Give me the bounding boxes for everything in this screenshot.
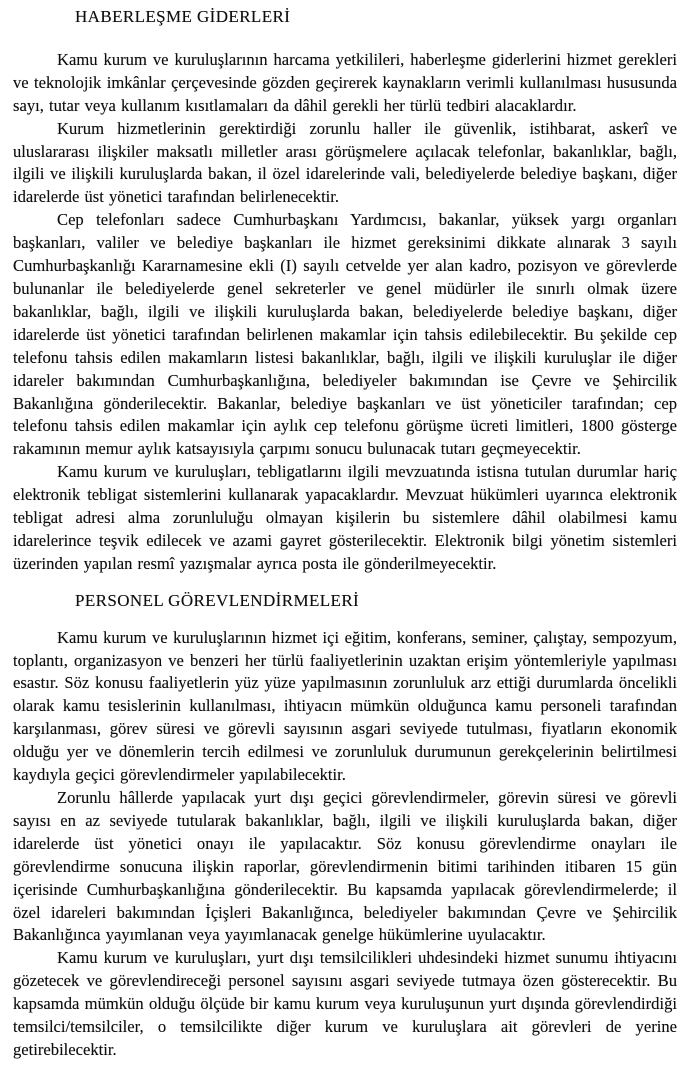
paragraph-haberlesme-4: Kamu kurum ve kuruluşları, tebligatlarını ilgili mevzuatında istisna tutulan durumlar hariç elektronik tebligat sistemlerini kullanarak yapacaklardır. Mevzuat hükümleri uyarınca elektronik tebligat adresi alma zorunluluğu olmayan kişilerin bu sistemlere dâhil olabilmesi kamu idarelerince teşvik edilecek ve azami gayret gösterilecektir. Elektronik bilgi yönetim sistemleri üzerinden yapılan resmî yazışmalar ayrıca posta ile gönderilmeyecektir.	[13, 462, 677, 573]
paragraph-personel-2: Zorunlu hâllerde yapılacak yurt dışı geçici görevlendirmeler, görevin süresi ve görevli sayısı en az seviyede tutularak bakanlıklar, bağlı, ilgili ve ilişkili kuruluşlarda bakan, diğer idarelerde üst yönetici onayı ile yapılacaktır. Söz konusu görevlendirme onayları ile görevlendirme sonucuna ilişkin raporlar, görevlendirmenin bitimi tarihinden itibaren 15 gün içerisinde Cumhurbaşkanlığına gönderilecektir. Bu kapsamda yapılacak görevlendirmelerde; il özel idareleri bakımından İçişleri Bakanlığınca, belediyeler bakımından Çevre ve Şehircilik Bakanlığınca yayımlanan veya yayımlanacak genelge hükümlerine uyulacaktır.	[13, 788, 677, 945]
paragraph-personel-1: Kamu kurum ve kuruluşlarının hizmet içi eğitim, konferans, seminer, çalıştay, sempozyum, toplantı, organizasyon ve benzeri her türlü faaliyetlerinin uzaktan erişim yöntemleriyle yapılması esastır. Söz konusu faaliyetlerin yüz yüze yapılmasının zorunluluk arz ettiği durumlarda öncelikli olarak kamu tesislerinin kullanılması, ihtiyacın mümkün olduğunca kamu personeli tarafından karşılanması, görev süresi ve görevli sayısının asgari seviyede tutulması, fiyatların ekonomik olduğu yer ve dönemlerin tercih edilmesi ve zorunluluk durumunun gerekçelerinin belirtilmesi kaydıyla geçici görevlendirmeler yapılabilecektir.	[13, 627, 677, 785]
paragraph-haberlesme-3: Cep telefonları sadece Cumhurbaşkanı Yardımcısı, bakanlar, yüksek yargı organları başkanları, valiler ve belediye başkanları ile hizmet gereksinimi dikkate alınarak 3 sayılı Cumhurbaşkanlığı Kararnamesine ekli (I) sayılı cetvelde yer alan kadro, pozisyon ve görevlerde bulunanlar ile belediyelerde genel sekreterler ve genel müdürler ile sınırlı olmak üzere bakanlıklar, bağlı, ilgili ve ilişkili kuruluşlarda bakan, belediyelerde belediye başkanı, diğer idarelerde üst yönetici tarafından belirlenen makamlar için tahsis edilebilecektir. Bu şekilde cep telefonu tahsis edilen makamların listesi bakanlıklar, bağlı, ilgili ve ilişkili kuruluşlar ile diğer idareler bakımından Cumhurbaşkanlığına, belediyeler bakımından ise Çevre ve Şehircilik Bakanlığına gönderilecektir. Bakanlar, belediye başkanları ve üst yöneticiler tarafından; cep telefonu tahsis edilen makamlar için aylık cep telefonu görüşme ücreti limitleri, 1800 gösterge rakamının memur aylık katsayısıyla çarpımı sonucu bulunacak tutarı geçmeyecektir.	[13, 210, 677, 459]
paragraph-haberlesme-2: Kurum hizmetlerinin gerektirdiği zorunlu haller ile güvenlik, istihbarat, askerî ve uluslararası ilişkiler maksatlı milletler arası görüşmelere açılacak telefonlar, bakanlıklar, bağlı, ilgili ve ilişkili kuruluşlarda bakan, il özel idarelerinde vali, belediyelerde belediye başkanı, diğer idarelerde üst yönetici tarafından belirlenecektir.	[13, 118, 677, 207]
section-heading-personel-gorevlendirmeleri: PERSONEL GÖREVLENDİRMELERİ	[75, 590, 360, 610]
paragraph-personel-3: Kamu kurum ve kuruluşları, yurt dışı temsilcilikleri uhdesindeki hizmet sunumu ihtiyacını gözetecek ve görevlendireceği personel sayısını asgari seviyede tutmaya özen gösterecektir. Bu kapsamda mümkün olduğu ölçüde bir kamu kurum veya kuruluşunun yurt dışında görevlendirdiği temsilci/temsilciler, o temsilcilikte diğer kurum ve kuruluşlara ait görevleri de yerine getirebilecektir.	[13, 948, 677, 1059]
section-heading-haberlesme-giderleri: HABERLEŞME GİDERLERİ	[75, 7, 291, 26]
paragraph-haberlesme-1: Kamu kurum ve kuruluşlarının harcama yetkilileri, haberleşme giderlerini hizmet gerekleri ve teknolojik imkânlar çerçevesinde gözden geçirerek kaynakların verimli kullanılması hususunda sayı, tutar veya kullanım kısıtlamaları da dâhil gerekli her türlü tedbiri alacaklardır.	[13, 49, 677, 115]
